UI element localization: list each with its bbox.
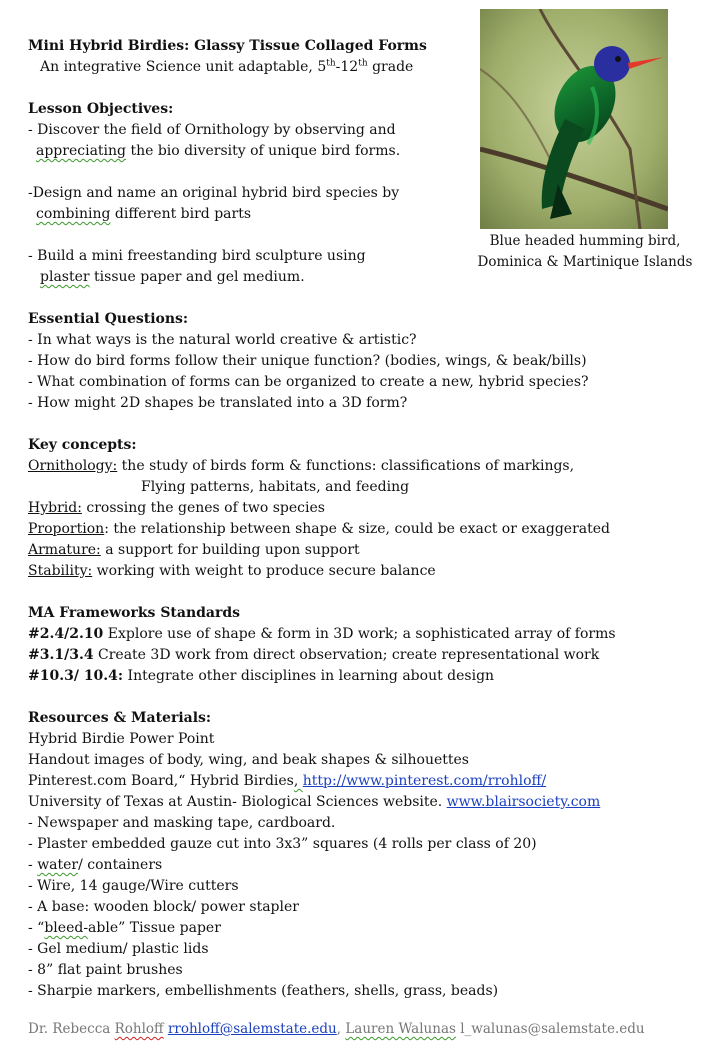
lesson-document — [28, 36, 698, 1002]
objective-2: -Design and name an original hybrid bird species by — [28, 185, 400, 201]
question-item: - What combination of forms can be organized to create a new, hybrid species? — [28, 374, 589, 390]
pinterest-link[interactable]: http://www.pinterest.com/rrohloff/ — [302, 773, 547, 789]
document-subtitle: An integrative Science unit adaptable, 5th-12th grade — [40, 58, 414, 75]
standard-item: #3.1/3.4 Create 3D work from direct observation; create representational work — [28, 647, 600, 663]
resource-ut: University of Texas at Austin- Biological Sciences website. www.blairsociety.com — [28, 794, 601, 810]
concept-proportion: Proportion: the relationship between shape & size, could be exact or exaggerated — [28, 521, 610, 537]
caption-line-1: Blue headed humming bird, — [489, 233, 681, 249]
resource-item: - Wire, 14 gauge/Wire cutters — [28, 878, 239, 894]
concept-stability: Stability: working with weight to produce secure balance — [28, 563, 436, 579]
resource-item: - Sharpie markers, embellishments (feathers, shells, grass, beads) — [28, 983, 499, 999]
resource-item: - Plaster embedded gauze cut into 3x3” squares (4 rolls per class of 20) — [28, 836, 537, 852]
objective-3-cont: plaster tissue paper and gel medium. — [40, 269, 305, 285]
email-link-rohloff[interactable]: rrohloff@salemstate.edu — [167, 1021, 337, 1037]
resource-item: Hybrid Birdie Power Point — [28, 731, 215, 747]
resource-item: - water/ containers — [28, 857, 163, 873]
resource-item: - 8” flat paint brushes — [28, 962, 183, 978]
blairsociety-link[interactable]: www.blairsociety.com — [446, 794, 601, 810]
resources-heading: Resources & Materials: — [28, 710, 212, 726]
concept-hybrid: Hybrid: crossing the genes of two species — [28, 500, 325, 516]
objective-1-cont: appreciating the bio diversity of unique bird forms. — [36, 143, 401, 159]
objective-3: - Build a mini freestanding bird sculpture using — [28, 248, 366, 264]
objectives-heading: Lesson Objectives: — [28, 101, 174, 117]
objective-1: - Discover the field of Ornithology by observing and — [28, 122, 396, 138]
caption-line-2: Dominica & Martinique Islands — [477, 254, 693, 270]
question-item: - How might 2D shapes be translated into a 3D form? — [28, 395, 408, 411]
concept-armature: Armature: a support for building upon support — [28, 542, 360, 558]
resource-item: - Gel medium/ plastic lids — [28, 941, 209, 957]
resource-pinterest: Pinterest.com Board,“ Hybrid Birdies, http://www.pinterest.com/rrohloff/ — [28, 773, 547, 789]
question-item: - How do bird forms follow their unique function? (bodies, wings, & beak/bills) — [28, 353, 587, 369]
concept-ornithology: Ornithology: the study of birds form & functions: classifications of markings, — [28, 458, 575, 474]
question-item: - In what ways is the natural world creative & artistic? — [28, 332, 417, 348]
concepts-heading: Key concepts: — [28, 437, 137, 453]
standards-heading: MA Frameworks Standards — [28, 605, 241, 621]
resource-item: - A base: wooden block/ power stapler — [28, 899, 299, 915]
footer-credits: Dr. Rebecca Rohloff rrohloff@salemstate.edu, Lauren Walunas l_walunas@salemstate.edu — [28, 1021, 645, 1037]
objective-2-cont: combining different bird parts — [36, 206, 252, 222]
resource-item: Handout images of body, wing, and beak shapes & silhouettes — [28, 752, 469, 768]
questions-heading: Essential Questions: — [28, 311, 189, 327]
document-title: Mini Hybrid Birdies: Glassy Tissue Collaged Forms — [28, 38, 427, 54]
standard-item: #2.4/2.10 Explore use of shape & form in 3D work; a sophisticated array of forms — [28, 626, 616, 642]
resource-item: - Newspaper and masking tape, cardboard. — [28, 815, 336, 831]
resource-item: - “bleed-able” Tissue paper — [28, 920, 221, 936]
standard-item: #10.3/ 10.4: Integrate other disciplines in learning about design — [28, 668, 495, 684]
concept-ornithology-cont: Flying patterns, habitats, and feeding — [141, 479, 410, 495]
